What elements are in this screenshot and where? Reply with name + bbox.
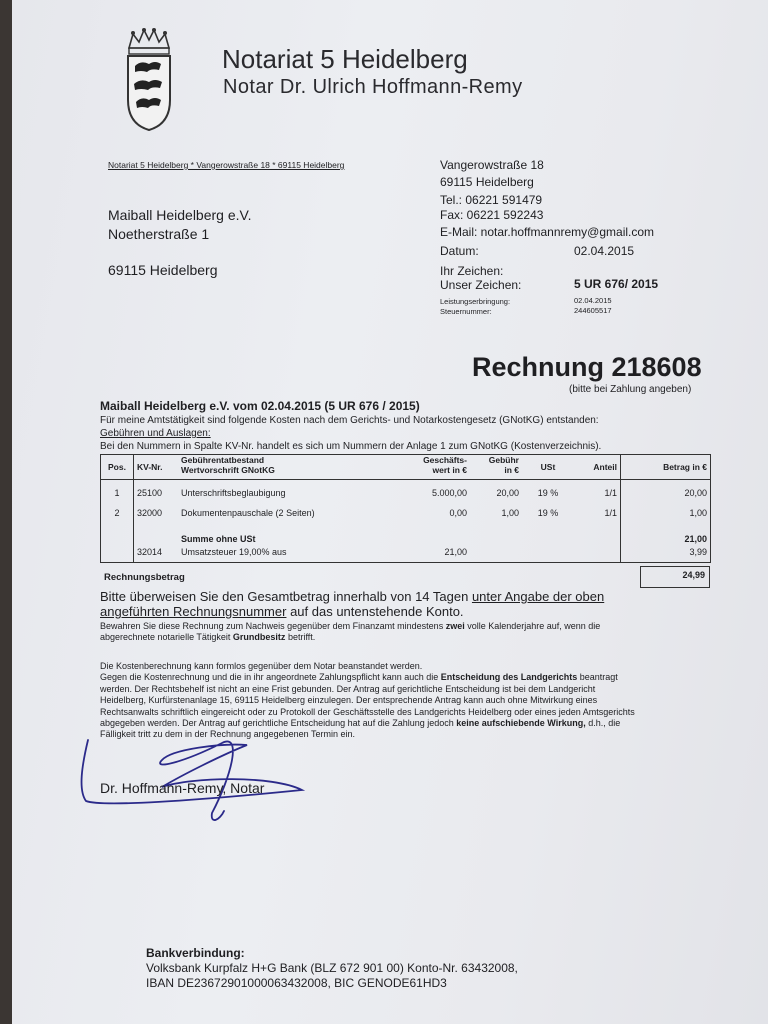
office-title: Notariat 5 Heidelberg xyxy=(222,44,468,74)
table-row: 1 25100 Unterschriftsbeglaubigung 5.000,00 20,00 19 % 1/1 20,00 xyxy=(101,488,711,508)
col-wert: Geschäfts- wert in € xyxy=(380,455,470,480)
date-label: Datum: xyxy=(440,244,479,258)
steuer-number: 244605517 xyxy=(574,306,612,315)
contact-tel: Tel.: 06221 591479 xyxy=(440,193,543,207)
recipient-city: 69115 Heidelberg xyxy=(108,262,218,278)
contact-city: 69115 Heidelberg xyxy=(440,175,534,189)
total-label: Rechnungsbetrag xyxy=(104,572,185,583)
contact-email: E-Mail: notar.hoffmannremy@gmail.com xyxy=(440,225,655,239)
total-value: 24,99 xyxy=(640,566,710,588)
col-anteil: Anteil xyxy=(574,455,621,480)
recipient-street: Noetherstraße 1 xyxy=(108,226,210,242)
section-title: Gebühren und Auslagen: xyxy=(100,428,211,439)
legal-notice: Die Kostenberechnung kann formlos gegenüber dem Notar beanstandet werden. Gegen die Kostenrechnung und die in ihr angeordnete Zahlungspflicht kann auch die Entscheidung des Landgerichts beantragt werden. Der Rechtsbehelf ist nicht an eine Frist gebunden. Der Antrag auf gerichtliche Entscheidung ist bei dem Landgericht Heidelberg, Kurfürstenanlage 15, 69115 Heidelberg einzulegen. Der entsprechende Antrag kann auch ohne Mitwirkung eines Rechtsanwalts schriftlich eingereicht oder zu Protokoll der Geschäftsstelle des Landgerichts Heidelberg oder eines jeden Amtsgerichts abgegeben werden. Der Antrag auf gerichtliche Entscheidung hat auf die Zahlung jedoch keine aufschiebende Wirkung, d.h., die Fälligkeit tritt zu dem in der Rechnung angegebenen Termin ein. xyxy=(100,661,635,740)
col-pos: Pos. xyxy=(101,455,134,480)
col-betrag: Betrag in € xyxy=(621,455,711,480)
notary-name: Notar Dr. Ulrich Hoffmann-Remy xyxy=(223,76,523,98)
bank-label: Bankverbindung: xyxy=(146,946,245,960)
subtotal-row: Summe ohne USt 21,00 xyxy=(101,534,711,547)
contact-fax: Fax: 06221 592243 xyxy=(440,208,544,222)
date-value: 02.04.2015 xyxy=(574,244,635,258)
table-header xyxy=(101,455,711,480)
retention-note: Bewahren Sie diese Rechnung zum Nachweis gegenüber dem Finanzamt mindestens zwei volle Kalenderjahre auf, wenn die abgerechnete notarielle Tätigkeit Grundbesitz betrifft. xyxy=(100,621,601,643)
tax-row: 32014 Umsatzsteuer 19,00% aus 21,00 3,99 xyxy=(101,547,711,561)
leistung-date: 02.04.2015 xyxy=(574,296,612,305)
fee-table xyxy=(100,454,711,563)
handwritten-signature xyxy=(72,715,332,835)
table-row: 2 32000 Dokumentenpauschale (2 Seiten) 0,00 1,00 19 % 1/1 1,00 xyxy=(101,508,711,534)
invoice-subtitle: (bitte bei Zahlung angeben) xyxy=(569,384,692,395)
unser-zeichen-value: 5 UR 676/ 2015 xyxy=(574,277,659,291)
payment-line-2: angeführten Rechnungsnummer auf das untenstehende Konto. xyxy=(100,604,464,619)
ihr-zeichen-label: Ihr Zeichen: xyxy=(440,264,504,278)
bank-line-2: IBAN DE23672901000063432008, BIC GENODE61HD3 xyxy=(146,976,447,990)
sender-line: Notariat 5 Heidelberg * Vangerowstraße 18 * 69115 Heidelberg xyxy=(108,160,345,170)
recipient-name: Maiball Heidelberg e.V. xyxy=(108,207,252,223)
col-gebuehr: Gebühr in € xyxy=(470,455,522,480)
steuer-label: Steuernummer: xyxy=(440,307,492,316)
bank-line-1: Volksbank Kurpfalz H+G Bank (BLZ 672 901 00) Konto-Nr. 63432008, xyxy=(146,961,518,975)
invoice-heading: Maiball Heidelberg e.V. vom 02.04.2015 (5 UR 676 / 2015) xyxy=(100,399,420,413)
invoice-title: Rechnung 218608 xyxy=(472,352,702,382)
col-kv: KV-Nr. xyxy=(134,455,179,480)
kv-note: Bei den Nummern in Spalte KV-Nr. handelt es sich um Nummern der Anlage 1 zum GNotKG (Kostenverzeichnis). xyxy=(100,441,602,452)
signature-name: Dr. Hoffmann-Remy, Notar xyxy=(100,780,265,796)
invoice-intro: Für meine Amtstätigkeit sind folgende Kosten nach dem Gerichts- und Notarkostengesetz (GNotKG) entstanden: xyxy=(100,415,599,426)
col-desc: Gebührentatbestand Wertvorschrift GNotKG xyxy=(178,455,380,480)
leistung-label: Leistungserbringung: xyxy=(440,297,511,306)
unser-zeichen-label: Unser Zeichen: xyxy=(440,278,522,292)
contact-street: Vangerowstraße 18 xyxy=(440,158,544,172)
invoice-page xyxy=(12,0,768,1024)
coat-of-arms-logo xyxy=(125,28,173,132)
col-ust: USt xyxy=(522,455,574,480)
payment-line-1: Bitte überweisen Sie den Gesamtbetrag innerhalb von 14 Tagen unter Angabe der oben xyxy=(100,589,605,604)
